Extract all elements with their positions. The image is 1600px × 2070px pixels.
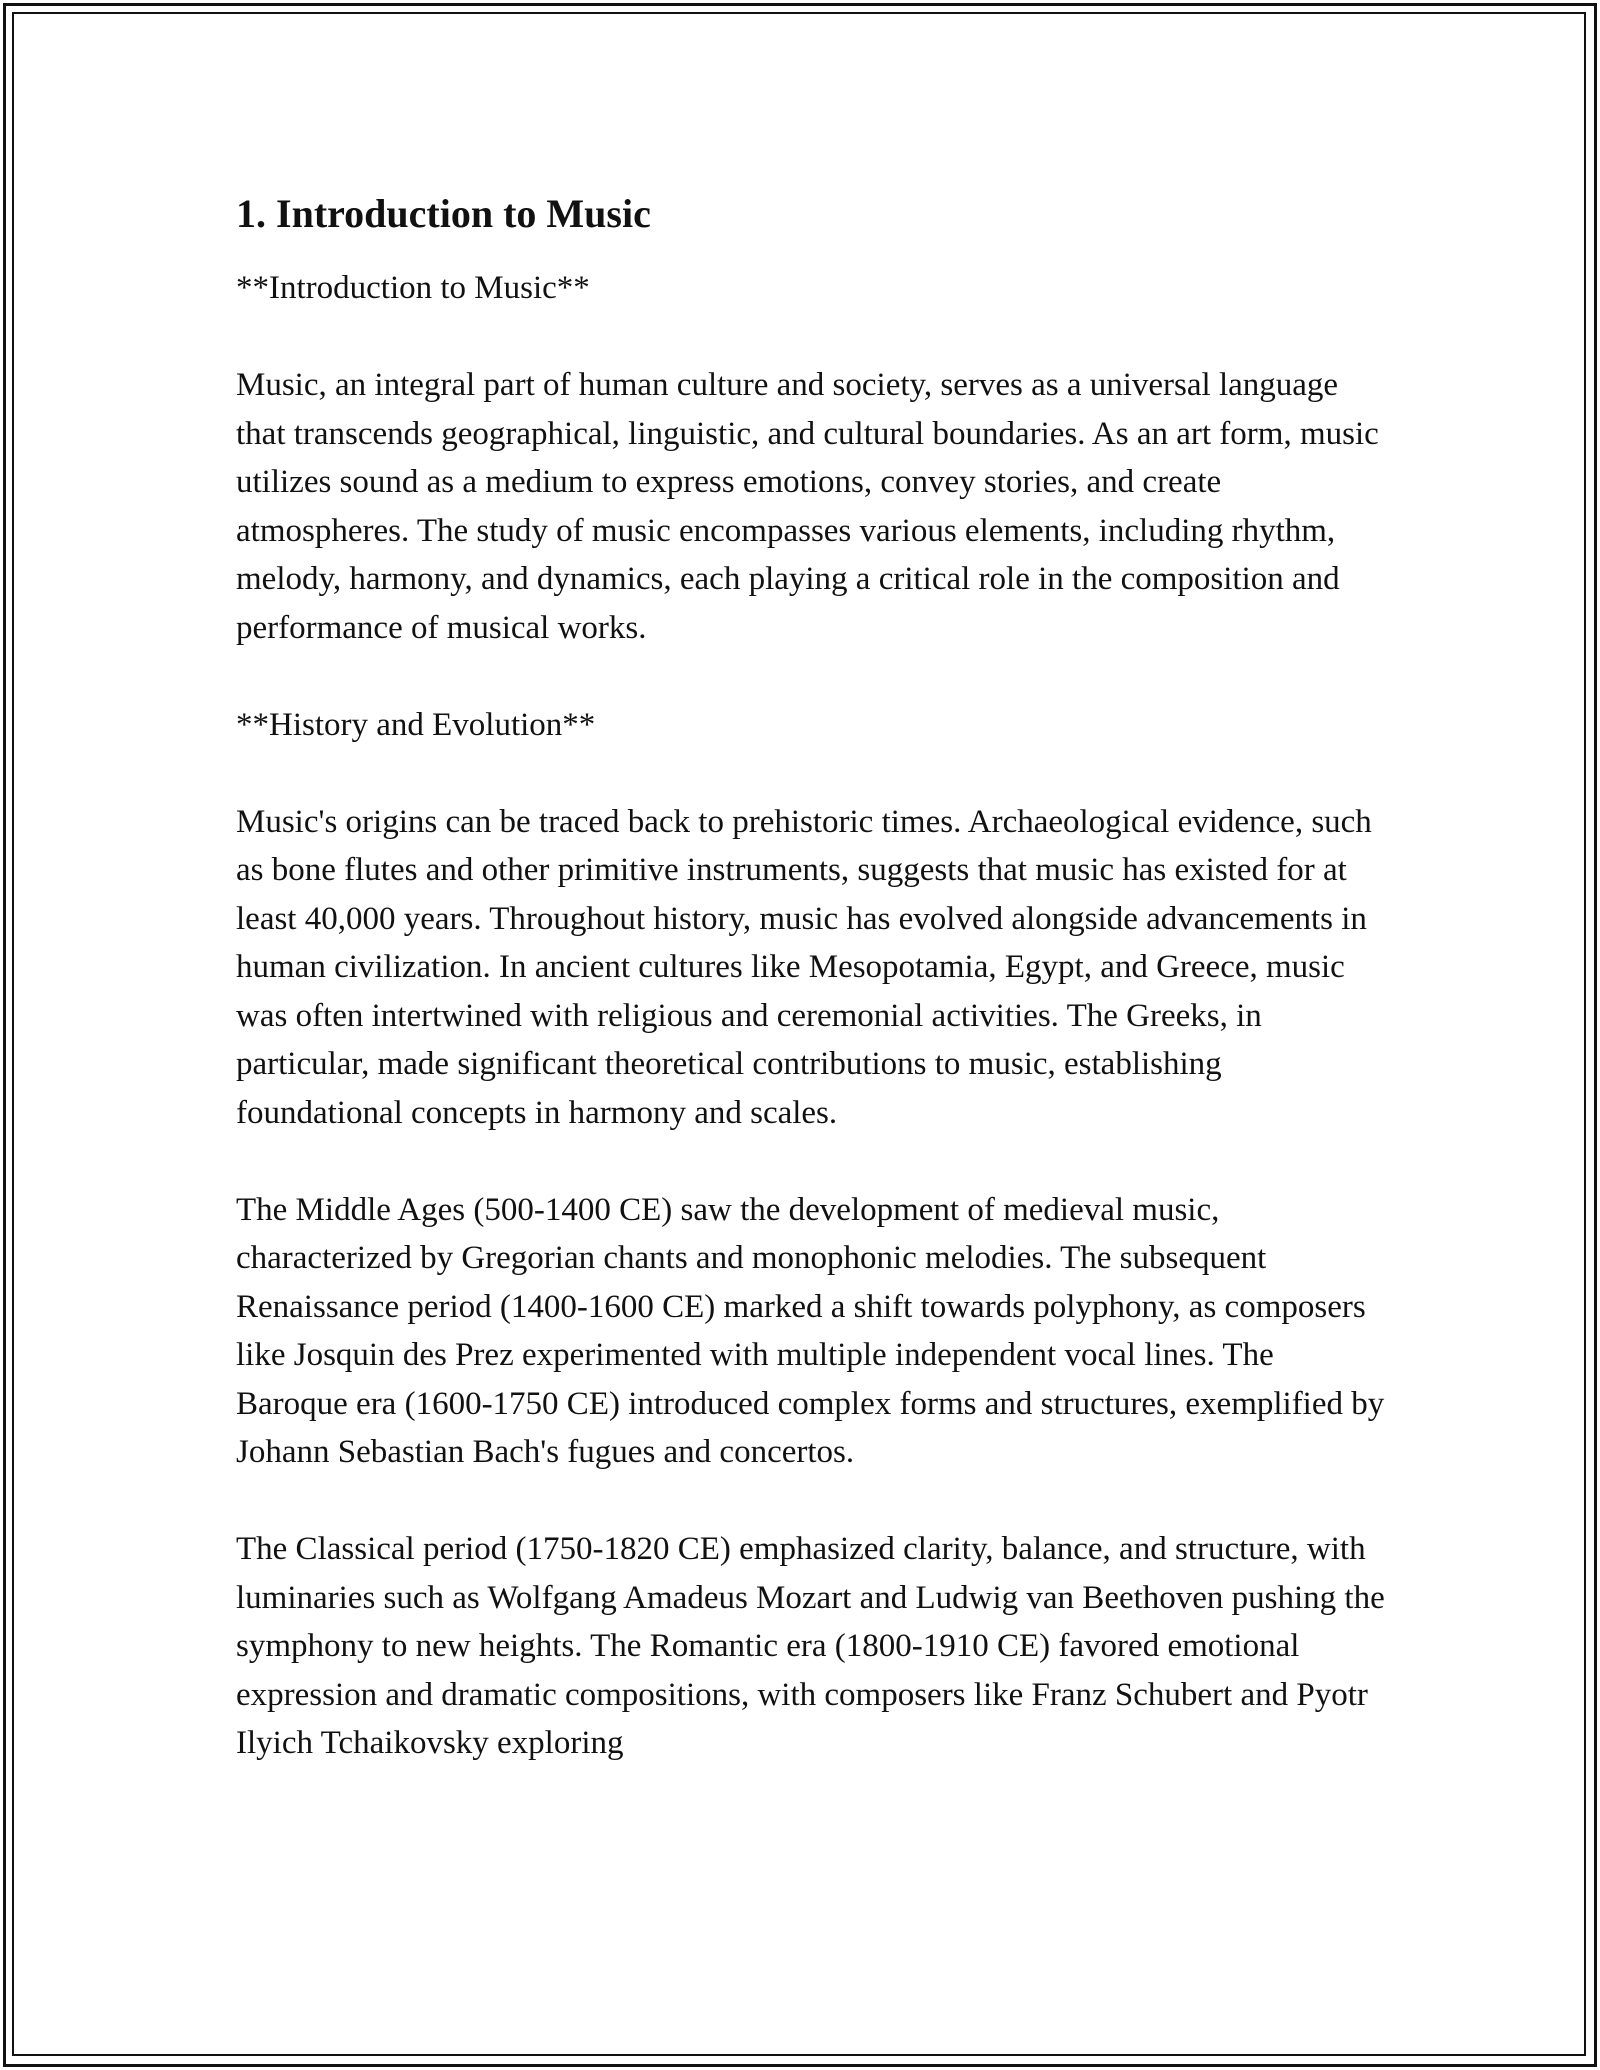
section-heading-introduction: **Introduction to Music** [236,270,590,306]
page-title: 1. Introduction to Music [236,191,651,236]
paragraph-classical-romantic: The Classical period (1750-1820 CE) emphasized clarity, balance, and structure, with luminaries such as Wolfgang Amadeus Mozart and Ludwig van Beethoven pushing the symphony to new heights. The Romantic era (1800-1910 CE) favored emotional expression and dramatic compositions, with composers like Franz Schubert and Pyotr Ilyich Tchaikovsky exploring [236,1531,1385,1761]
paragraph-middle-ages: The Middle Ages (500-1400 CE) saw the development of medieval music, characterized by Gregorian chants and monophonic melodies. The subsequent Renaissance period (1400-1600 CE) marked a shift towards polyphony, as composers like Josquin des Prez experimented with multiple independent vocal lines. The Baroque era (1600-1750 CE) introduced complex forms and structures, exemplified by Johann Sebastian Bach's fugues and concertos. [236,1191,1385,1470]
paragraph-introduction: Music, an integral part of human culture and society, serves as a universal language that transcends geographical, linguistic, and cultural boundaries. As an art form, music utilizes sound as a medium to express emotions, convey stories, and create atmospheres. The study of music encompasses various elements, including rhythm, melody, harmony, and dynamics, each playing a critical role in the composition and performance of musical works. [236,367,1379,646]
paragraph-origins: Music's origins can be traced back to prehistoric times. Archaeological evidence, such as bone flutes and other primitive instruments, suggests that music has existed for at least 40,000 years. Throughout history, music has evolved alongside advancements in human civilization. In ancient cultures like Mesopotamia, Egypt, and Greece, music was often intertwined with religious and ceremonial activities. The Greeks, in particular, made significant theoretical contributions to music, establishing foundational concepts in harmony and scales. [236,803,1372,1131]
document-body [236,186,1386,1768]
section-heading-history: **History and Evolution** [236,706,596,743]
